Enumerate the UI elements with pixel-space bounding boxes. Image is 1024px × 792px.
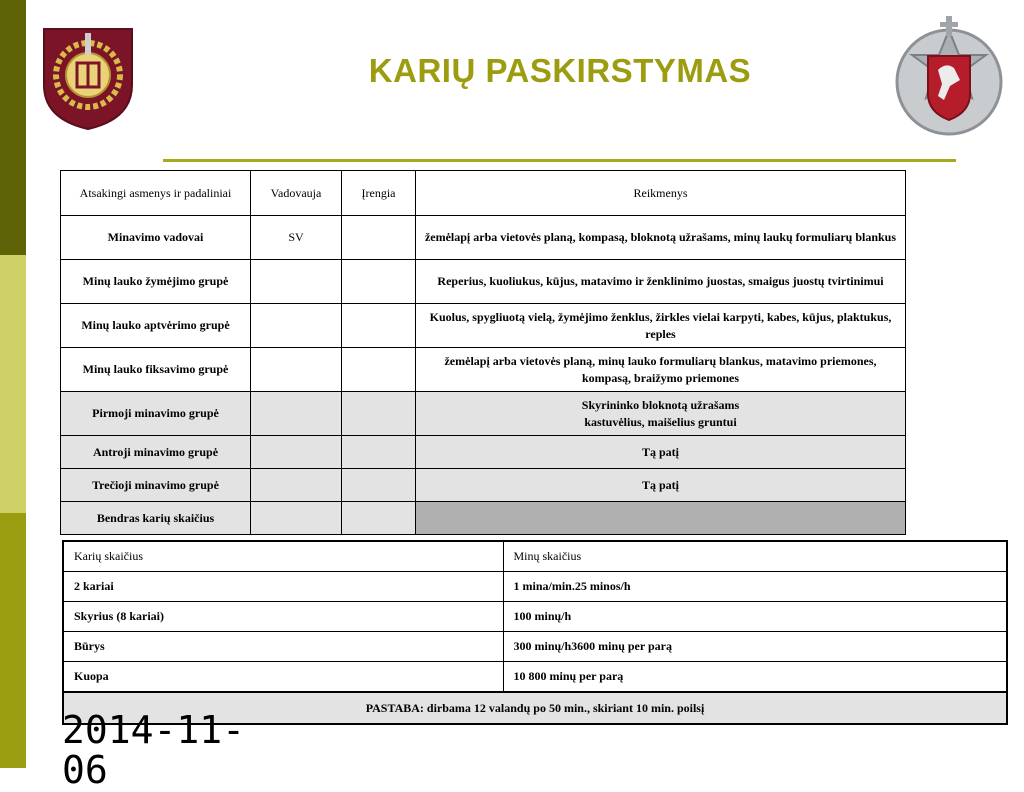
- table-row: [61, 392, 906, 436]
- unit-cell: Minų lauko aptvėrimo grupė: [61, 304, 251, 348]
- lead-cell: [251, 392, 342, 436]
- supplies-cell: Skyrininko bloknotą užrašams kastuvėlius, maišelius gruntui: [416, 392, 906, 436]
- lead-cell: [251, 469, 342, 502]
- table-row: [61, 469, 906, 502]
- sidebar-stripe-top: [0, 0, 26, 255]
- setup-cell: [342, 348, 416, 392]
- setup-cell: [342, 502, 416, 535]
- setup-cell: [342, 304, 416, 348]
- unit-cell: Minavimo vadovai: [61, 216, 251, 260]
- sidebar-stripe-middle: [0, 255, 26, 513]
- soldiers-cell: 2 kariai: [63, 572, 503, 602]
- supplies-cell: žemėlapį arba vietovės planą, kompasą, bloknotą užrašams, minų laukų formuliarų blankus: [416, 216, 906, 260]
- table-row: [61, 304, 906, 348]
- lead-cell: [251, 260, 342, 304]
- table-row: [61, 216, 906, 260]
- mines-cell: 10 800 minų per parą: [503, 662, 1007, 693]
- title-divider: [163, 159, 956, 162]
- sidebar-stripe-bottom: [0, 513, 26, 768]
- soldiers-cell: Būrys: [63, 632, 503, 662]
- table-row: [61, 436, 906, 469]
- setup-cell: [342, 436, 416, 469]
- supplies-cell: Reperius, kuoliukus, kūjus, matavimo ir ženklinimo juostas, smaigus juostų tvirtinimui: [416, 260, 906, 304]
- setup-cell: [342, 260, 416, 304]
- assignment-table-header: [61, 171, 906, 216]
- slide-date: 2014-11- 06: [62, 708, 246, 792]
- mine-rate-header: [63, 541, 1007, 572]
- header-setup: Įrengia: [342, 171, 416, 216]
- header-lead: Vadovauja: [251, 171, 342, 216]
- table-row: [63, 602, 1007, 632]
- lead-cell: [251, 348, 342, 392]
- supplies-cell: Kuolus, spygliuotą vielą, žymėjimo ženklus, žirkles vielai karpyti, kabes, kūjus, plaktukus, reples: [416, 304, 906, 348]
- soldiers-cell: Skyrius (8 kariai): [63, 602, 503, 632]
- supplies-cell: Tą patį: [416, 436, 906, 469]
- lead-cell: [251, 436, 342, 469]
- table-row: [61, 260, 906, 304]
- header-soldiers: Karių skaičius: [63, 541, 503, 572]
- setup-cell: [342, 216, 416, 260]
- assignment-table: [60, 170, 906, 535]
- soldiers-cell: Kuopa: [63, 662, 503, 693]
- table-row: [63, 632, 1007, 662]
- mine-rate-table: [62, 540, 1008, 725]
- header-supplies: Reikmenys: [416, 171, 906, 216]
- setup-cell: [342, 392, 416, 436]
- table-row: [61, 502, 906, 535]
- slide-title: KARIŲ PASKIRSTYMAS: [368, 52, 752, 89]
- supplies-cell: žemėlapį arba vietovės planą, minų lauko formuliarų blankus, matavimo priemones, kompasą, braižymo priemones: [416, 348, 906, 392]
- note-text: PASTABA: dirbama 12 valandų po 50 min., skiriant 10 min. poilsį: [63, 692, 1007, 724]
- lead-cell: SV: [251, 216, 342, 260]
- lead-cell: [251, 304, 342, 348]
- setup-cell: [342, 469, 416, 502]
- unit-cell: Minų lauko žymėjimo grupė: [61, 260, 251, 304]
- unit-cell: Bendras karių skaičius: [61, 502, 251, 535]
- supplies-cell: Tą patį: [416, 469, 906, 502]
- mines-cell: 100 minų/h: [503, 602, 1007, 632]
- mines-cell: 300 minų/h3600 minų per parą: [503, 632, 1007, 662]
- table-row: [63, 572, 1007, 602]
- unit-cell: Antroji minavimo grupė: [61, 436, 251, 469]
- header-units: Atsakingi asmenys ir padaliniai: [61, 171, 251, 216]
- table-row: [63, 662, 1007, 693]
- lead-cell: [251, 502, 342, 535]
- unit-cell: Minų lauko fiksavimo grupė: [61, 348, 251, 392]
- table-row: [61, 348, 906, 392]
- header-mines: Minų skaičius: [503, 541, 1007, 572]
- unit-cell: Pirmoji minavimo grupė: [61, 392, 251, 436]
- unit-cell: Trečioji minavimo grupė: [61, 469, 251, 502]
- supplies-cell: [416, 502, 906, 535]
- mines-cell: 1 mina/min.25 minos/h: [503, 572, 1007, 602]
